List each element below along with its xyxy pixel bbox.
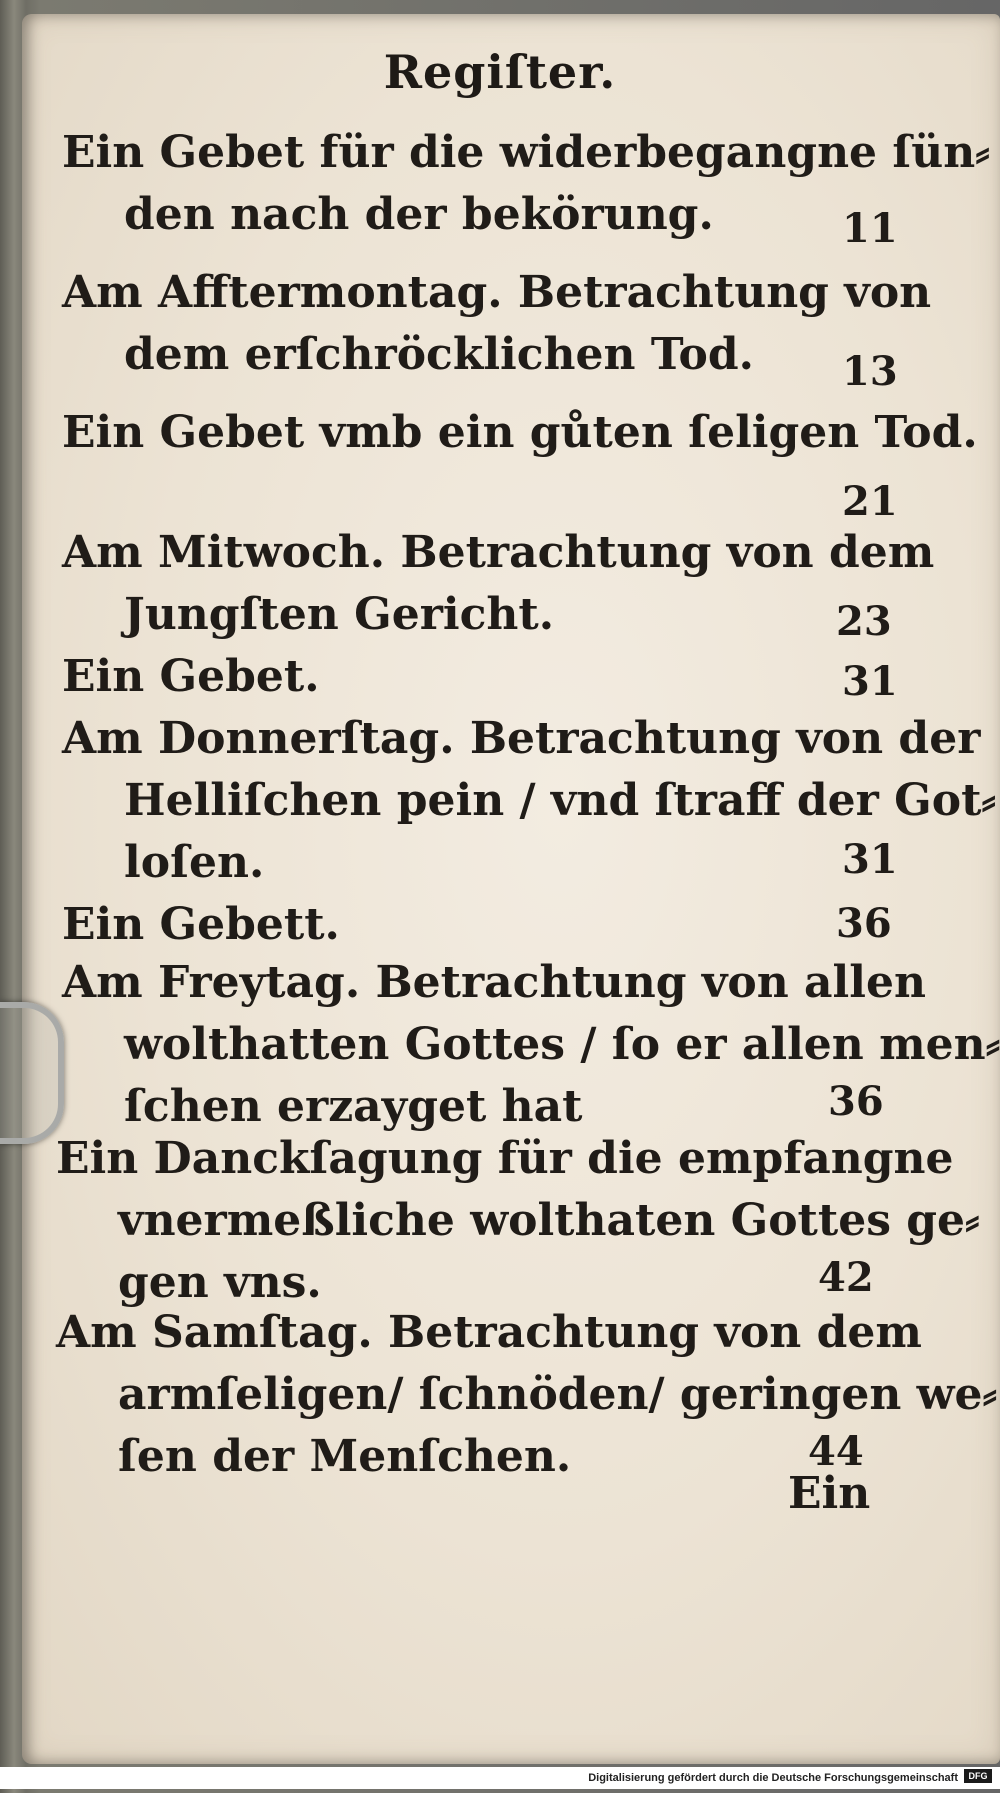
entry-line: vnermeßliche wolthaten Gottes ge⸗ xyxy=(118,1195,980,1246)
entry-line: wolthatten Gottes / ſo er allen men⸗ xyxy=(124,1019,1000,1070)
entry-line: Am Mitwoch. Betrachtung von dem xyxy=(62,527,935,578)
entry-line: Ein Danckſagung für die empfangne xyxy=(56,1133,954,1184)
entry-line: Ein Gebet für die widerbegangne ſün⸗ xyxy=(62,127,990,178)
page-number: 23 xyxy=(836,598,892,645)
entry-line: Jungſten Gericht. xyxy=(124,589,555,640)
dfg-logo-icon: DFG xyxy=(964,1769,992,1783)
catchword: Ein xyxy=(788,1468,871,1519)
page-number: 44 xyxy=(808,1428,864,1475)
page-number: 31 xyxy=(842,836,898,883)
register-entry xyxy=(62,894,340,956)
entry-line: dem erſchröcklichen Tod. xyxy=(124,329,754,380)
footer-credit: Digitalisierung gefördert durch die Deutsche Forschungsgemeinschaft xyxy=(588,1772,958,1784)
entry-line: gen vns. xyxy=(118,1257,322,1308)
page-number: 21 xyxy=(842,478,898,525)
page-number: 31 xyxy=(842,658,898,705)
digitization-footer xyxy=(0,1767,1000,1789)
page-clip xyxy=(0,1002,64,1144)
register-entry xyxy=(62,262,931,386)
page-number: 36 xyxy=(828,1078,884,1125)
entry-line: Am Samſtag. Betrachtung von dem xyxy=(56,1307,922,1358)
entry-line: ſen der Menſchen. xyxy=(118,1431,572,1482)
entry-line: Ein Gebet. xyxy=(62,651,320,702)
entry-line: Helliſchen pein / vnd ſtraff der Got⸗ xyxy=(124,775,997,826)
entry-line: ſchen erzayget hat xyxy=(124,1081,583,1132)
page-number: 42 xyxy=(818,1254,874,1301)
page-number: 11 xyxy=(842,205,898,252)
entry-line: Am Donnerſtag. Betrachtung von der xyxy=(62,713,981,764)
page-number: 36 xyxy=(836,900,892,947)
entry-line: armſeligen/ ſchnöden/ geringen we⸗ xyxy=(118,1369,998,1420)
entry-line: Am Afftermontag. Betrachtung von xyxy=(62,267,932,318)
page-number: 13 xyxy=(842,348,898,395)
register-entry xyxy=(62,402,978,464)
entry-line: den nach der bekörung. xyxy=(124,189,714,240)
register-entry xyxy=(62,646,320,708)
entry-line: Ein Gebet vmb ein gůten ſeligen Tod. xyxy=(62,407,978,458)
entry-line: Am Freytag. Betrachtung von allen xyxy=(62,957,926,1008)
entry-line: Ein Gebett. xyxy=(62,899,340,950)
entry-line: loſen. xyxy=(124,837,265,888)
register-entry xyxy=(62,522,934,646)
page-heading: Regiſter. xyxy=(383,45,617,99)
